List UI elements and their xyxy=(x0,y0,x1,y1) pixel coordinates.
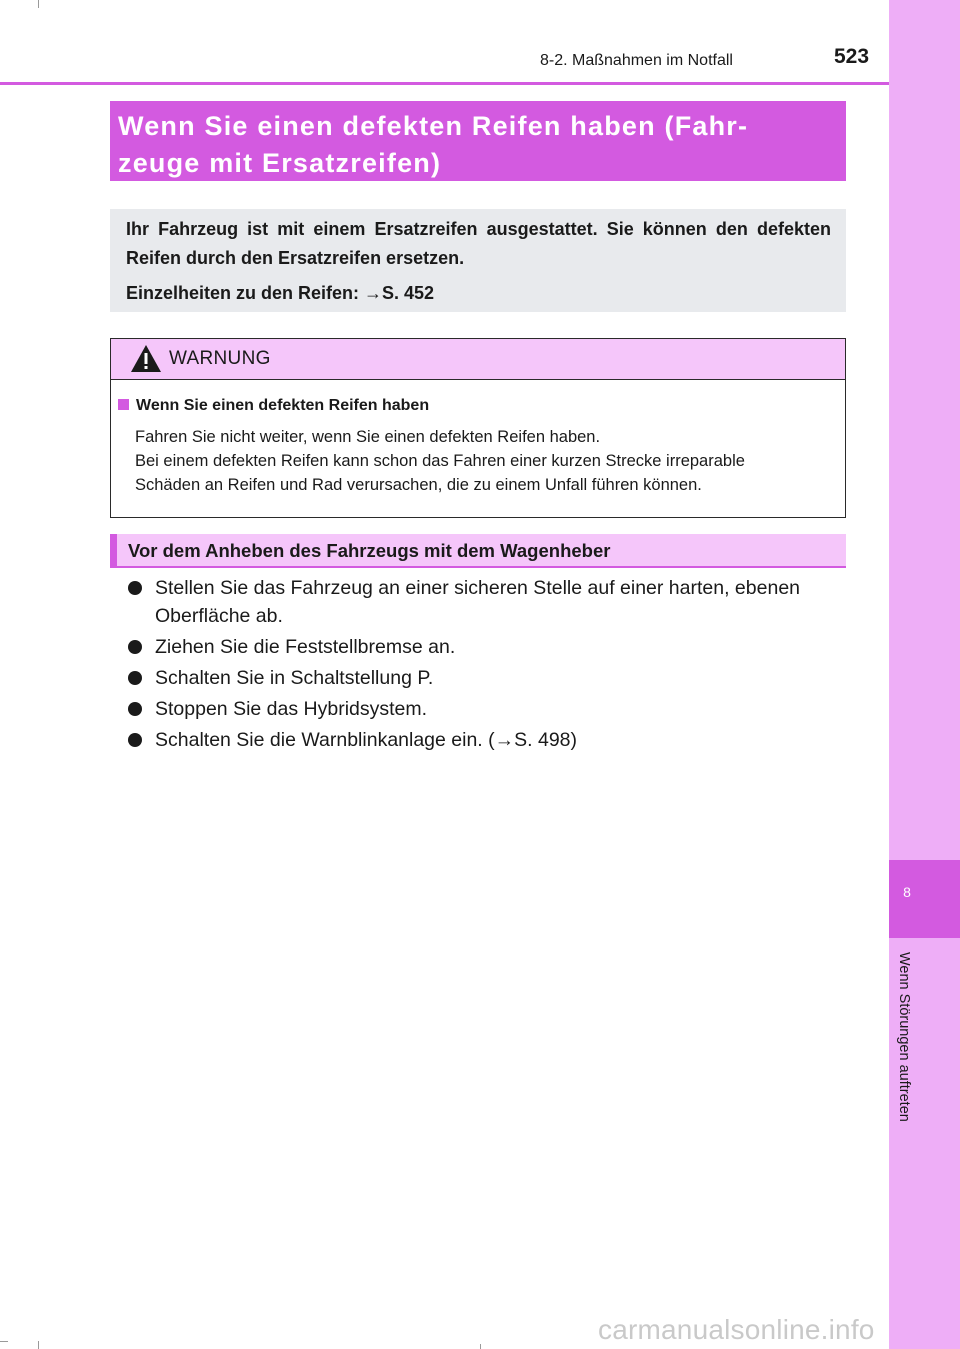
warning-heading xyxy=(118,397,429,415)
bullet-dot-icon xyxy=(128,640,142,654)
bullet-dot-icon xyxy=(128,702,142,716)
bullet-dot-icon xyxy=(128,733,142,747)
list-item-text: Schalten Sie in Schaltstellung P. xyxy=(155,667,434,689)
list-item xyxy=(128,633,848,661)
warning-box xyxy=(110,338,846,518)
list-item-text: Ziehen Sie die Feststellbremse an. xyxy=(155,636,456,658)
warning-label: WARNUNG xyxy=(169,348,271,369)
page-title-line-2: zeuge mit Ersatzreifen) xyxy=(118,148,442,178)
square-bullet-icon xyxy=(118,399,129,410)
subheading: Vor dem Anheben des Fahrzeugs mit dem Wagenheber xyxy=(128,540,611,561)
warning-header xyxy=(111,339,845,380)
instruction-list xyxy=(128,574,848,757)
warning-line: Bei einem defekten Reifen kann schon das Fahren einer kurzen Strecke irreparable xyxy=(135,452,745,470)
list-item xyxy=(128,664,848,692)
subheading-box xyxy=(110,534,846,568)
bullet-dot-icon xyxy=(128,671,142,685)
warning-line: Fahren Sie nicht weiter, wenn Sie einen defekten Reifen haben. xyxy=(135,428,601,446)
intro-box xyxy=(110,209,846,312)
chapter-number: 8 xyxy=(903,884,911,900)
subheading-accent-bar xyxy=(110,534,117,566)
page-title xyxy=(118,108,838,182)
chapter-title: Wenn Störungen auftreten xyxy=(896,952,912,1122)
warning-line: Schäden an Reifen und Rad verursachen, die zu einem Unfall führen können. xyxy=(135,476,702,494)
page-number: 523 xyxy=(834,45,870,68)
bullet-dot-icon xyxy=(128,581,142,595)
section-title-banner xyxy=(110,101,846,181)
watermark: carmanualsonline.info xyxy=(598,1314,875,1345)
crop-mark xyxy=(38,1341,39,1349)
header-divider xyxy=(0,82,890,85)
intro-reference: Einzelheiten zu den Reifen: →S. 452 xyxy=(126,283,435,303)
list-item xyxy=(128,695,848,723)
section-reference: 8-2. Maßnahmen im Notfall xyxy=(540,52,733,69)
intro-text: Ihr Fahrzeug ist mit einem Ersatzreifen ausgestattet. Sie können den defekten Reifen durch den Ersatzreifen ersetzen. xyxy=(126,219,831,268)
crop-mark xyxy=(0,1341,8,1342)
crop-mark xyxy=(38,0,39,8)
list-item xyxy=(128,574,848,630)
page-title-line-1: Wenn Sie einen defekten Reifen haben (Fahr- xyxy=(118,111,749,141)
warning-body xyxy=(135,425,835,497)
chapter-side-tab xyxy=(889,0,960,1349)
list-item-text: Stellen Sie das Fahrzeug an einer sicheren Stelle auf einer harten, ebenen Oberfläche ab. xyxy=(155,577,801,627)
warning-triangle-icon xyxy=(130,344,162,373)
crop-mark xyxy=(480,1344,481,1349)
warning-heading-text: Wenn Sie einen defekten Reifen haben xyxy=(136,397,430,414)
list-item-text: Stoppen Sie das Hybridsystem. xyxy=(155,698,428,720)
list-item-text: Schalten Sie die Warnblinkanlage ein. (→S. 498) xyxy=(155,729,578,751)
list-item xyxy=(128,726,848,754)
